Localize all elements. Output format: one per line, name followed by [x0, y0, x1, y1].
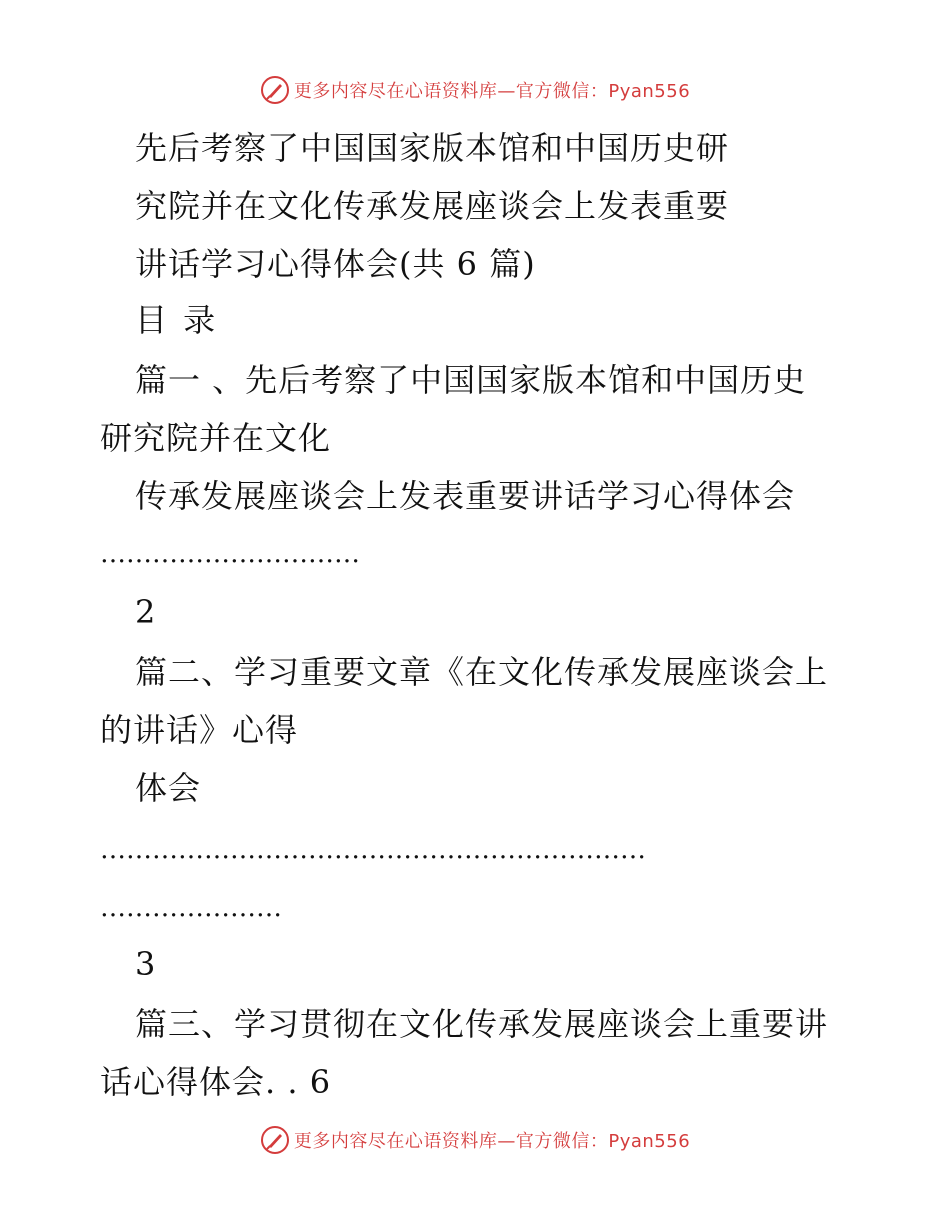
toc-entry-3-line-1: 篇三、学习贯彻在文化传承发展座谈会上重要讲	[135, 1005, 829, 1043]
toc-entry-2-leader-1: ………………………………………………………	[100, 835, 646, 865]
toc-entry-1-leader: …………………………	[100, 539, 360, 569]
toc-entry-2-leader-2: …………………	[100, 893, 282, 923]
title-line-1: 先后考察了中国国家版本馆和中国历史研	[135, 129, 730, 167]
footer-banner-text: 更多内容尽在心语资料库—官方微信：Pyan556	[293, 1131, 691, 1152]
quill-logo-icon	[260, 1125, 290, 1155]
toc-entry-2-line-1: 篇二、学习重要文章《在文化传承发展座谈会上	[135, 653, 829, 691]
header-banner	[0, 70, 950, 110]
header-banner-text: 更多内容尽在心语资料库—官方微信：Pyan556	[293, 81, 691, 102]
toc-entry-1-line-1: 篇一 、先后考察了中国国家版本馆和中国历史	[135, 361, 807, 399]
toc-entry-1-page: 2	[135, 593, 157, 631]
title-line-2: 究院并在文化传承发展座谈会上发表重要	[135, 187, 730, 225]
toc-entry-3-line-2: 话心得体会. . 6	[100, 1063, 332, 1101]
toc-entry-2-page: 3	[135, 945, 157, 983]
quill-logo-icon	[260, 75, 290, 105]
toc-entry-1-line-3: 传承发展座谈会上发表重要讲话学习心得体会	[135, 477, 796, 515]
toc-entry-1-line-2: 研究院并在文化	[100, 419, 332, 457]
toc-entry-2-line-2: 的讲话》心得	[100, 711, 299, 749]
title-line-3: 讲话学习心得体会(共 6 篇)	[135, 245, 536, 283]
toc-heading: 目 录	[135, 301, 219, 339]
footer-banner	[0, 1120, 950, 1160]
toc-entry-2-line-3: 体会	[135, 769, 202, 807]
